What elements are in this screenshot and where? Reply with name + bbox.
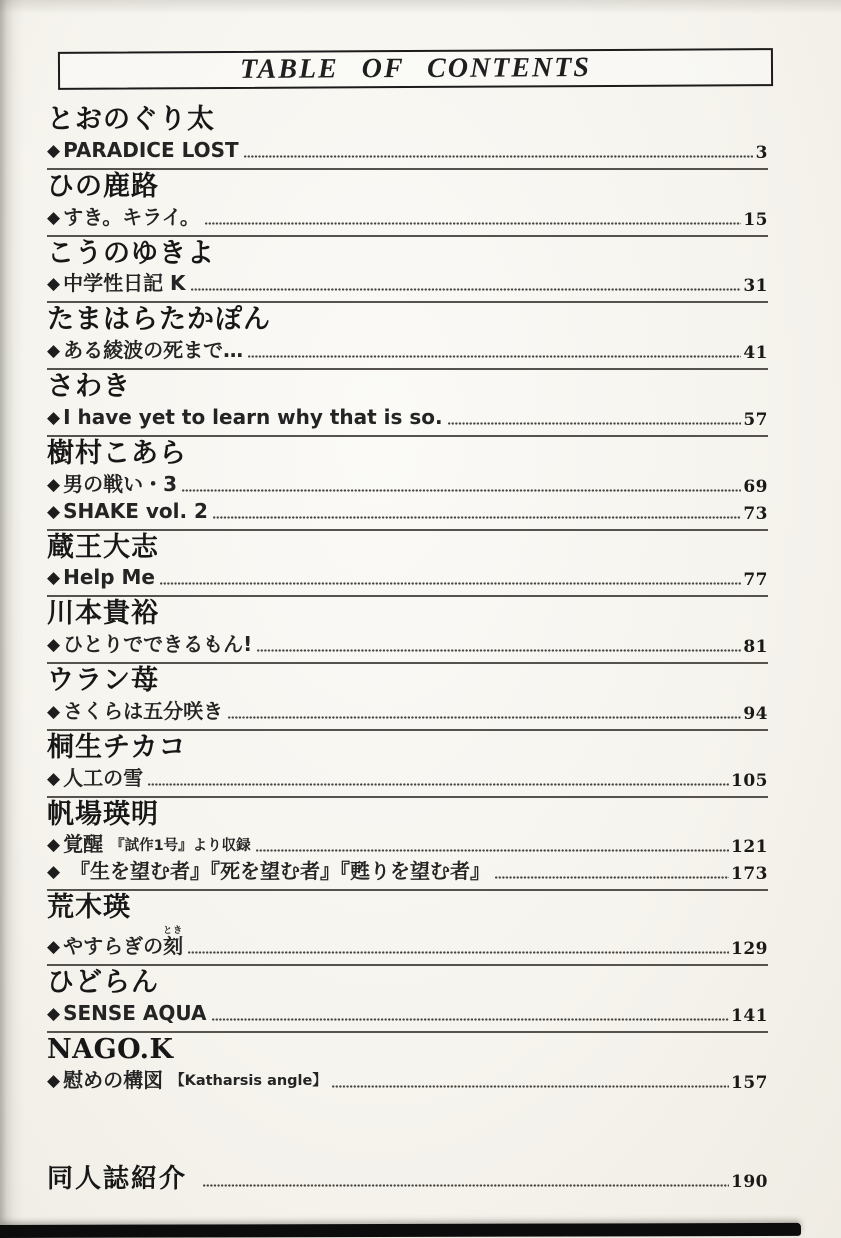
work-title: 男の戦い・3 <box>63 471 177 496</box>
dotted-leader <box>495 876 729 879</box>
toc-entry <box>47 597 768 664</box>
author-name: さわき <box>47 371 131 403</box>
toc-content <box>47 0 768 1195</box>
toc-entry <box>47 1033 768 1098</box>
work-title: I have yet to learn why that is so. <box>63 404 443 429</box>
dotted-leader <box>212 1018 730 1021</box>
work-title: 慰めの構図 <box>63 1067 164 1092</box>
scan-bottom-bar <box>0 1223 801 1238</box>
diamond-icon: ◆ <box>47 768 61 789</box>
dotted-leader <box>203 1184 729 1187</box>
dotted-leader <box>191 288 742 291</box>
toc-entry <box>47 966 768 1033</box>
page-number: 15 <box>743 209 768 230</box>
diamond-icon: ◆ <box>47 341 61 362</box>
author-name: 川本貴裕 <box>47 598 159 630</box>
work-row <box>47 859 768 884</box>
author-name: とおのぐり太 <box>47 104 215 135</box>
work-title: 『生を望む者』『死を望む者』『甦りを望む者』 <box>63 859 491 884</box>
diamond-icon: ◆ <box>47 501 61 522</box>
work-row <box>47 565 768 590</box>
page-number: 77 <box>743 570 768 591</box>
work-row <box>47 205 768 230</box>
dotted-leader <box>205 222 741 225</box>
page-number: 57 <box>743 409 768 430</box>
toc-entry <box>47 798 768 892</box>
author-name: NAGO.K <box>47 1033 174 1065</box>
toc-entry <box>47 437 768 531</box>
page-title: TABLE OF CONTENTS <box>239 52 592 85</box>
work-row <box>47 1068 768 1093</box>
page-number: 41 <box>743 343 768 364</box>
ruby-annotation <box>163 926 184 959</box>
work-title: さくらは五分咲き <box>63 698 224 723</box>
ruby-base: 刻 <box>163 934 184 959</box>
work-row <box>47 766 768 791</box>
work-title: すき。キライ。 <box>63 204 200 229</box>
diamond-icon: ◆ <box>47 207 61 228</box>
work-title: ある綾波の死まで… <box>63 338 244 363</box>
work-title: 覚醒 <box>63 832 104 857</box>
doujinshi-intro-row <box>47 1158 768 1195</box>
diamond-icon: ◆ <box>47 140 61 161</box>
ruby-text: とき <box>163 926 184 937</box>
work-title: 人工の雪 <box>63 765 144 790</box>
title-box <box>58 48 773 90</box>
work-row <box>47 1001 768 1026</box>
work-subtitle: 『試作1号』より収録 <box>110 837 251 854</box>
page-number: 190 <box>731 1171 768 1192</box>
work-row <box>47 699 768 724</box>
dotted-leader <box>160 582 741 585</box>
diamond-icon: ◆ <box>47 274 61 295</box>
toc-entry <box>47 103 768 170</box>
work-title: Help Me <box>63 565 155 590</box>
author-name: ウラン苺 <box>47 665 159 697</box>
diamond-icon: ◆ <box>47 862 61 883</box>
work-row <box>47 138 768 163</box>
page-number: 105 <box>731 770 768 791</box>
author-name: たまはらたかぽん <box>47 304 271 336</box>
work-title: SHAKE vol. 2 <box>63 498 208 523</box>
work-row <box>47 271 768 296</box>
work-row <box>47 926 768 959</box>
page-number: 157 <box>731 1072 768 1093</box>
work-title: ひとりでできるもん! <box>63 632 253 657</box>
diamond-icon: ◆ <box>47 407 61 428</box>
toc-entry <box>47 170 768 237</box>
page-number: 173 <box>731 864 768 885</box>
work-title <box>63 926 183 959</box>
toc-entry <box>47 370 768 437</box>
work-row <box>47 338 768 363</box>
work-title: SENSE AQUA <box>63 1000 207 1025</box>
work-title-prefix: やすらぎの <box>63 934 164 959</box>
dotted-leader <box>244 155 754 158</box>
author-name: 樹村こあら <box>47 437 187 469</box>
page-number: 69 <box>743 476 768 497</box>
dotted-leader <box>257 649 741 652</box>
dotted-leader <box>248 355 741 358</box>
diamond-icon: ◆ <box>47 835 61 856</box>
dotted-leader <box>182 489 741 492</box>
dotted-leader <box>228 716 741 719</box>
author-name: こうのゆきよ <box>47 237 215 269</box>
footer-label: 同人誌紹介 <box>47 1163 188 1194</box>
page-number: 81 <box>743 637 768 658</box>
dotted-leader <box>332 1085 729 1088</box>
diamond-icon: ◆ <box>47 937 61 958</box>
diamond-icon: ◆ <box>47 1004 61 1025</box>
toc-entry <box>47 531 768 598</box>
scan-left-shadow <box>0 0 24 1238</box>
work-subtitle: 【Katharsis angle】 <box>170 1073 327 1090</box>
page-number: 73 <box>743 503 768 524</box>
diamond-icon: ◆ <box>47 635 61 656</box>
page-number: 31 <box>743 276 768 297</box>
work-row <box>47 405 768 430</box>
entries-list <box>47 103 768 1098</box>
diamond-icon: ◆ <box>47 568 61 589</box>
page-number: 129 <box>731 939 768 960</box>
author-name: ひどらん <box>47 967 159 999</box>
toc-entry <box>47 891 768 966</box>
dotted-leader <box>213 516 741 519</box>
toc-entry <box>47 303 768 370</box>
dotted-leader <box>148 783 729 786</box>
page-number: 3 <box>755 142 768 163</box>
page-number: 141 <box>731 1005 768 1026</box>
dotted-leader <box>188 951 729 954</box>
author-name: 帆場瑛明 <box>47 798 159 830</box>
page-number: 121 <box>731 837 768 858</box>
work-row <box>47 472 768 497</box>
work-row <box>47 632 768 657</box>
work-title: 中学性日記 K <box>63 271 186 296</box>
diamond-icon: ◆ <box>47 1070 61 1091</box>
author-name: ひの鹿路 <box>47 170 159 202</box>
work-row <box>47 832 768 857</box>
work-row <box>47 499 768 524</box>
work-title: PARADICE LOST <box>63 137 239 162</box>
author-name: 蔵王大志 <box>47 531 159 563</box>
page-number: 94 <box>743 703 768 724</box>
diamond-icon: ◆ <box>47 701 61 722</box>
toc-entry <box>47 664 768 731</box>
author-name: 桐生チカコ <box>47 731 187 763</box>
dotted-leader <box>448 422 742 425</box>
dotted-leader <box>256 849 729 852</box>
diamond-icon: ◆ <box>47 474 61 495</box>
toc-entry <box>47 731 768 798</box>
toc-entry <box>47 237 768 304</box>
author-name: 荒木瑛 <box>47 892 131 924</box>
